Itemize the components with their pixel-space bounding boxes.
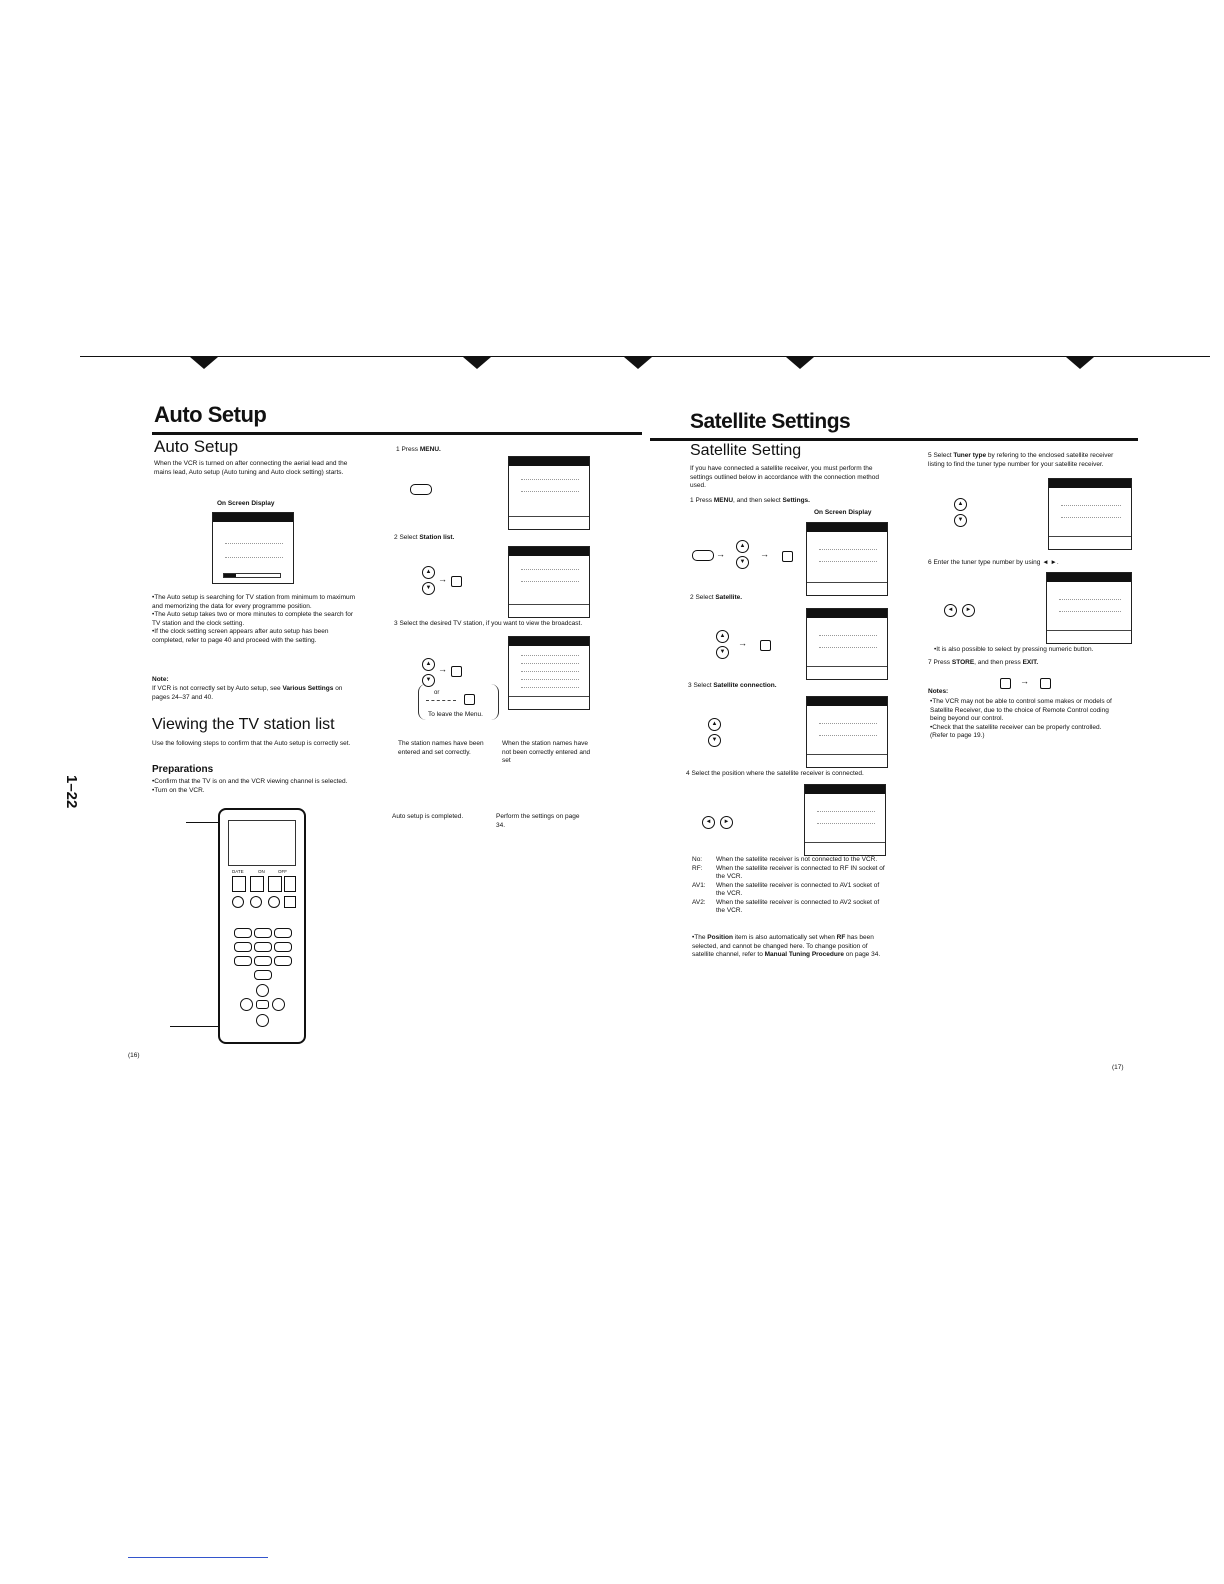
then-arrow-icon-r2: → bbox=[738, 638, 747, 648]
ok-button-icon-r2 bbox=[760, 640, 771, 651]
bullet-1: •The Auto setup is searching for TV station from minimum to maximum and memorizing the data for every programme position. bbox=[152, 594, 356, 610]
screen-footer bbox=[1049, 536, 1131, 549]
remote-btn-row2a bbox=[232, 896, 244, 908]
sat-step-4: 4 Select the position where the satellite receiver is connected. bbox=[686, 770, 864, 777]
notes-list bbox=[930, 698, 1120, 741]
screen-footer bbox=[509, 604, 589, 617]
screen-title-bar bbox=[807, 609, 887, 618]
binder-dot-4 bbox=[786, 357, 814, 369]
down-arrow-icon-2: ▼ bbox=[422, 674, 435, 687]
bracket-right bbox=[490, 684, 499, 720]
remote-num-3 bbox=[274, 928, 292, 938]
viewing-intro: Use the following steps to confirm that the Auto setup is correctly set. bbox=[152, 740, 351, 747]
remote-btn-on bbox=[250, 876, 264, 892]
sat-step-1: 1 Press MENU, and then select Settings. bbox=[690, 497, 810, 504]
satellite-intro: If you have connected a satellite receiver, you must perform the settings outlined below in accordance with the connection method used. bbox=[690, 465, 879, 489]
screen-title-bar bbox=[213, 513, 293, 522]
viewing-station-heading: Viewing the TV station list bbox=[152, 716, 335, 733]
remote-up-button bbox=[256, 984, 269, 997]
prep-item-1: •Confirm that the TV is on and the VCR viewing channel is selected. bbox=[152, 778, 348, 785]
screen-footer bbox=[807, 754, 887, 767]
up-arrow-icon-r1: ▲ bbox=[736, 540, 749, 553]
auto-setup-subheading: Auto Setup bbox=[154, 437, 239, 456]
screen-footer bbox=[807, 582, 887, 595]
main-menu-screen bbox=[508, 456, 590, 530]
leave-menu-text: To leave the Menu. bbox=[428, 711, 483, 718]
screen-title-bar bbox=[1049, 479, 1131, 488]
sat-step-2: 2 Select Satellite. bbox=[690, 594, 743, 601]
left-on-screen-label: On Screen Display bbox=[217, 500, 275, 507]
left-page-number: (16) bbox=[128, 1052, 140, 1059]
bullet-3: •If the clock setting screen appears after auto setup has been completed, refer to page 40 and proceed with the setting. bbox=[152, 628, 329, 644]
right-title-rule bbox=[650, 438, 1138, 441]
remote-btn-row2c bbox=[268, 896, 280, 908]
right-arrow-icon-r6: ► bbox=[962, 604, 975, 617]
ok-button-icon-r1 bbox=[782, 551, 793, 562]
remote-screen-area bbox=[228, 820, 296, 866]
prep-item-2: •Turn on the VCR. bbox=[152, 786, 205, 794]
remote-num-2 bbox=[254, 928, 272, 938]
menu-button-icon-right bbox=[692, 550, 714, 561]
screen-footer bbox=[509, 696, 589, 709]
result-b-text: Perform the settings on page 34. bbox=[496, 813, 580, 829]
screen-footer bbox=[805, 842, 885, 855]
mid-step-3: 3 Select the desired TV station, if you want to view the broadcast. bbox=[394, 620, 583, 627]
remote-num-5 bbox=[254, 942, 272, 952]
up-arrow-icon-r3: ▲ bbox=[708, 718, 721, 731]
exit-button-icon bbox=[464, 694, 475, 705]
remote-label-on: ON bbox=[258, 869, 265, 874]
remote-num-6 bbox=[274, 942, 292, 952]
down-arrow-icon-r1: ▼ bbox=[736, 556, 749, 569]
screen-footer bbox=[807, 666, 887, 679]
down-arrow-icon-r5: ▼ bbox=[954, 514, 967, 527]
bullet-2: •The Auto setup takes two or more minutes to complete the search for TV station and the clock setting. bbox=[152, 611, 353, 627]
case-a-text: The station names have been entered and set correctly. bbox=[398, 740, 484, 756]
mid-step-1: 1 Press MENU. bbox=[396, 446, 441, 453]
up-arrow-icon-r2: ▲ bbox=[716, 630, 729, 643]
remote-label-date: DATE bbox=[232, 869, 244, 874]
screen-title-bar bbox=[509, 637, 589, 646]
down-arrow-icon: ▼ bbox=[422, 582, 435, 595]
note-text: If VCR is not correctly set by Auto setup, see Various Settings on pages 24–37 and 40. bbox=[152, 685, 343, 701]
settings-menu-screen bbox=[806, 522, 888, 596]
remote-num-7 bbox=[234, 956, 252, 966]
store-button-icon bbox=[1000, 678, 1011, 689]
sat-step-3: 3 Select Satellite connection. bbox=[688, 682, 777, 689]
then-arrow-icon-r7: → bbox=[1020, 676, 1029, 686]
or-divider bbox=[426, 700, 456, 701]
option-av2: AV2: When the satellite receiver is connected to AV2 socket of the VCR. bbox=[692, 898, 880, 914]
option-no: No: When the satellite receiver is not connected to the VCR. bbox=[692, 856, 878, 863]
option-av1: AV1: When the satellite receiver is connected to AV1 socket of the VCR. bbox=[692, 881, 880, 897]
case-b-text: When the station names have not been correctly entered and set bbox=[502, 740, 591, 764]
auto-setup-screen bbox=[212, 512, 294, 584]
sat-step-7: 7 Press STORE, and then press EXIT. bbox=[928, 659, 1039, 666]
up-arrow-icon: ▲ bbox=[422, 566, 435, 579]
up-arrow-icon-2: ▲ bbox=[422, 658, 435, 671]
result-a-text: Auto setup is completed. bbox=[392, 813, 464, 820]
screen-title-bar bbox=[1047, 573, 1131, 582]
sat-step-5: 5 Select Tuner type by refering to the enclosed satellite receiver listing to find the tuner type number for your satellite receiver. bbox=[928, 452, 1114, 468]
station-list-screen bbox=[508, 636, 590, 710]
left-arrow-icon-r4: ◄ bbox=[702, 816, 715, 829]
screen-title-bar bbox=[509, 457, 589, 466]
then-arrow-icon-r1: → bbox=[716, 549, 725, 559]
left-title-rule bbox=[152, 432, 642, 435]
right-on-screen-label: On Screen Display bbox=[814, 509, 872, 516]
up-arrow-icon-r5: ▲ bbox=[954, 498, 967, 511]
preparations-heading: Preparations bbox=[152, 764, 214, 775]
bracket-left bbox=[418, 684, 427, 720]
remote-btn-row2b bbox=[250, 896, 262, 908]
remote-label-off: OFF bbox=[278, 869, 287, 874]
callout-line-1 bbox=[186, 822, 220, 823]
remote-num-9 bbox=[274, 956, 292, 966]
or-label: or bbox=[434, 690, 440, 696]
remote-left-button bbox=[240, 998, 253, 1011]
remote-btn-off bbox=[268, 876, 282, 892]
option-rf: RF: When the satellite receiver is connected to RF IN socket of the VCR. bbox=[692, 864, 885, 880]
down-arrow-icon-r2: ▼ bbox=[716, 646, 729, 659]
tuner-type-screen bbox=[1048, 478, 1132, 550]
then-arrow-icon-r1b: → bbox=[760, 549, 769, 559]
auto-setup-intro: When the VCR is turned on after connecting the aerial lead and the mains lead, Auto setup (Auto tuning and Auto clock setting) starts. bbox=[154, 460, 348, 476]
binder-dot-5 bbox=[1066, 357, 1094, 369]
position-note: •The Position item is also automatically set when RF has been selected, and cannot be changed here. To change position of satellite channel, refer to Manual Tuning Procedure on page 34. bbox=[692, 934, 881, 958]
left-arrow-icon-r6: ◄ bbox=[944, 604, 957, 617]
remote-num-8 bbox=[254, 956, 272, 966]
down-arrow-icon-r3: ▼ bbox=[708, 734, 721, 747]
ok-button-icon bbox=[451, 576, 462, 587]
auto-setup-title: Auto Setup bbox=[154, 402, 267, 427]
screen-footer bbox=[1047, 630, 1131, 643]
right-page-number: (17) bbox=[1112, 1064, 1124, 1071]
step6-note: •It is also possible to select by pressing numeric button. bbox=[934, 646, 1094, 653]
remote-ok-button bbox=[256, 1000, 269, 1009]
remote-control bbox=[218, 808, 306, 1044]
satellite-settings-title: Satellite Settings bbox=[690, 410, 851, 433]
preparations-list bbox=[152, 778, 352, 795]
binder-dot-3 bbox=[624, 357, 652, 369]
station-list-menu-screen bbox=[508, 546, 590, 618]
remote-btn-date bbox=[232, 876, 246, 892]
remote-btn-extra bbox=[284, 876, 296, 892]
notes-label: Notes: bbox=[928, 688, 949, 695]
satellite-connection-screen bbox=[806, 696, 888, 768]
note-label: Note: bbox=[152, 676, 169, 683]
ok-button-icon-2 bbox=[451, 666, 462, 677]
side-page-label: 1–22 bbox=[63, 775, 80, 809]
binder-dot-1 bbox=[190, 357, 218, 369]
remote-down-button bbox=[256, 1014, 269, 1027]
note-item-1: •The VCR may not be able to control some makes or models of Satellite Receiver, due to the choice of Remote Control coding being beyond our control. bbox=[930, 698, 1112, 722]
menu-button-icon bbox=[410, 484, 432, 495]
tuner-number-screen bbox=[1046, 572, 1132, 644]
sat-step-6: 6 Enter the tuner type number by using ◄ ►. bbox=[928, 559, 1059, 566]
right-arrow-icon-r4: ► bbox=[720, 816, 733, 829]
connection-options bbox=[692, 856, 890, 916]
then-arrow-icon-2: → bbox=[438, 664, 447, 674]
screen-title-bar bbox=[805, 785, 885, 794]
exit-button-icon-r7 bbox=[1040, 678, 1051, 689]
screen-title-bar bbox=[807, 697, 887, 706]
bottom-link-rule bbox=[128, 1557, 268, 1558]
binder-dot-2 bbox=[463, 357, 491, 369]
remote-btn-row2d bbox=[284, 896, 296, 908]
screen-title-bar bbox=[807, 523, 887, 532]
progress-bar bbox=[223, 573, 281, 578]
callout-line-2 bbox=[170, 1026, 220, 1027]
mid-step-2: 2 Select Station list. bbox=[394, 534, 455, 541]
remote-num-0 bbox=[254, 970, 272, 980]
screen-footer bbox=[509, 516, 589, 529]
remote-right-button bbox=[272, 998, 285, 1011]
screen-title-bar bbox=[509, 547, 589, 556]
remote-num-4 bbox=[234, 942, 252, 952]
note-item-2: •Check that the satellite receiver can be properly controlled. (Refer to page 19.) bbox=[930, 723, 1102, 739]
remote-num-1 bbox=[234, 928, 252, 938]
satellite-menu-screen bbox=[806, 608, 888, 680]
position-select-screen bbox=[804, 784, 886, 856]
satellite-subheading: Satellite Setting bbox=[690, 442, 802, 459]
then-arrow-icon: → bbox=[438, 574, 447, 584]
auto-setup-bullets bbox=[152, 594, 358, 645]
